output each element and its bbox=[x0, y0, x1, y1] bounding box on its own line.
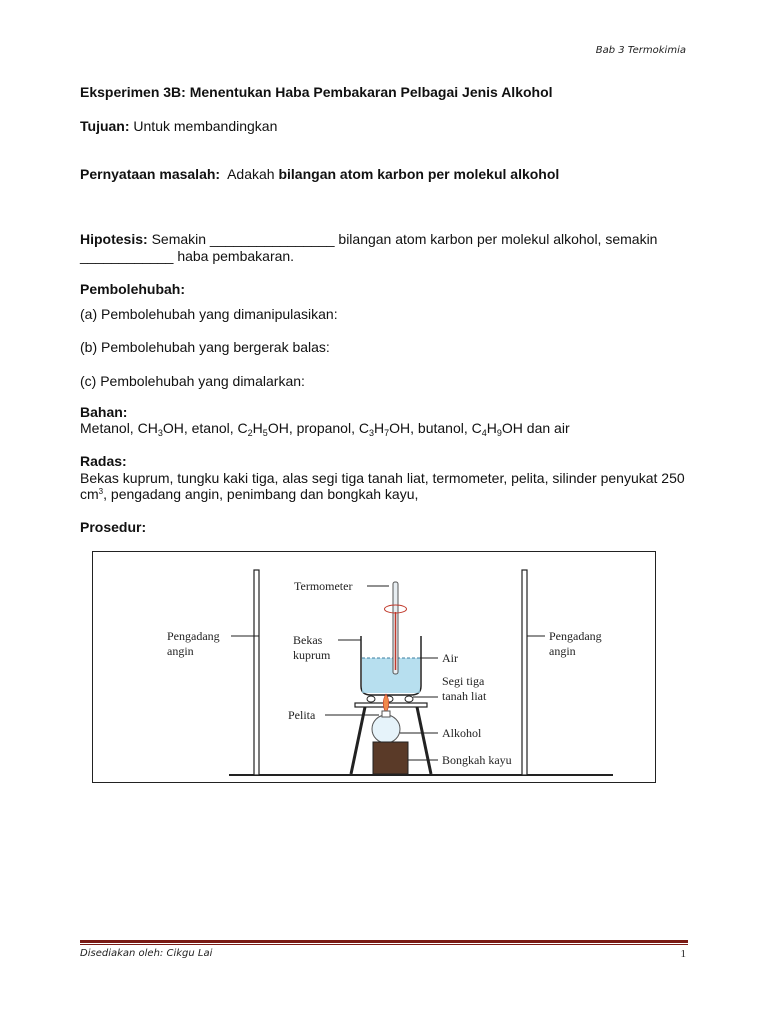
wooden-block bbox=[373, 742, 408, 774]
label-bekas-2: kuprum bbox=[293, 648, 331, 662]
label-pelita: Pelita bbox=[288, 708, 316, 722]
prosedur-label: Prosedur: bbox=[80, 519, 147, 535]
subscript: 9 bbox=[496, 428, 502, 438]
subscript: 7 bbox=[384, 428, 390, 438]
footer-rule-thin bbox=[80, 944, 688, 945]
pernyataan-label: Pernyataan masalah: bbox=[80, 166, 221, 182]
footer-rule-thick bbox=[80, 940, 688, 943]
experiment-title: Eksperimen 3B: Menentukan Haba Pembakaran Pelbagai Jenis Alkohol bbox=[80, 84, 553, 100]
tripod-top bbox=[355, 703, 427, 707]
chapter-header: Bab 3 Termokimia bbox=[595, 45, 686, 56]
hipotesis-line-1 bbox=[80, 231, 657, 248]
label-pengadang-left-2: angin bbox=[167, 644, 194, 658]
label-pengadang-right-2: angin bbox=[549, 644, 576, 658]
bahan-part: H bbox=[252, 420, 263, 436]
bahan-part: OH, etanol, C bbox=[162, 420, 248, 436]
subscript: 4 bbox=[481, 428, 487, 438]
radas-label: Radas: bbox=[80, 453, 127, 469]
hipotesis-label: Hipotesis: bbox=[80, 231, 148, 247]
water bbox=[362, 658, 420, 693]
label-segi-tiga-2: tanah liat bbox=[442, 689, 487, 703]
bahan-label: Bahan: bbox=[80, 404, 128, 420]
clay-triangle bbox=[405, 696, 413, 702]
footer-author: Disediakan oleh: Cikgu Lai bbox=[80, 948, 213, 959]
label-bongkah-kayu: Bongkah kayu bbox=[442, 753, 512, 767]
hipotesis-text-1: Semakin ________________ bilangan atom karbon per molekul alkohol, semakin bbox=[151, 231, 658, 247]
pembolehubah-item-a: (a) Pembolehubah yang dimanipulasikan: bbox=[80, 306, 338, 322]
label-air: Air bbox=[442, 651, 458, 665]
pernyataan-line bbox=[80, 166, 559, 183]
spirit-lamp bbox=[372, 715, 400, 743]
apparatus-diagram bbox=[92, 551, 656, 783]
superscript: 3 bbox=[98, 487, 104, 496]
radas-line-1: Bekas kuprum, tungku kaki tiga, alas segi tiga tanah liat, termometer, pelita, silinder penyukat 250 bbox=[80, 470, 685, 486]
subscript: 3 bbox=[368, 428, 374, 438]
tujuan-line bbox=[80, 118, 277, 135]
bahan-part: OH, propanol, C bbox=[267, 420, 369, 436]
radas-rest: , pengadang angin, penimbang dan bongkah kayu, bbox=[103, 486, 419, 502]
label-segi-tiga-1: Segi tiga bbox=[442, 674, 485, 688]
lamp-wick-holder bbox=[382, 711, 390, 717]
label-termometer: Termometer bbox=[294, 579, 353, 593]
bahan-part: H bbox=[374, 420, 385, 436]
wind-shield-right bbox=[522, 570, 527, 775]
tujuan-text: Untuk membandingkan bbox=[133, 118, 278, 134]
bahan-text bbox=[80, 420, 570, 439]
bahan-part: OH, butanol, C bbox=[389, 420, 482, 436]
label-bekas-1: Bekas bbox=[293, 633, 323, 647]
apparatus-svg bbox=[93, 552, 657, 784]
label-pengadang-right-1: Pengadang bbox=[549, 629, 602, 643]
pembolehubah-item-b: (b) Pembolehubah yang bergerak balas: bbox=[80, 339, 330, 355]
pernyataan-text-plain: Adakah bbox=[227, 166, 275, 182]
clay-triangle bbox=[367, 696, 375, 702]
bahan-part: H bbox=[486, 420, 497, 436]
radas-unit: cm bbox=[80, 486, 99, 502]
page-number: 1 bbox=[680, 948, 686, 960]
subscript: 3 bbox=[157, 428, 163, 438]
subscript: 2 bbox=[247, 428, 253, 438]
label-pengadang-left-1: Pengadang bbox=[167, 629, 220, 643]
tripod-leg bbox=[351, 707, 365, 774]
pembolehubah-item-c: (c) Pembolehubah yang dimalarkan: bbox=[80, 373, 305, 389]
tripod-leg bbox=[417, 707, 431, 774]
pernyataan-text-bold: bilangan atom karbon per molekul alkohol bbox=[278, 166, 560, 182]
wind-shield-left bbox=[254, 570, 259, 775]
radas-line-2 bbox=[80, 486, 418, 505]
hipotesis-line-2: ____________ haba pembakaran. bbox=[80, 248, 295, 264]
bahan-part: OH dan air bbox=[501, 420, 570, 436]
subscript: 5 bbox=[262, 428, 268, 438]
tujuan-label: Tujuan: bbox=[80, 118, 130, 134]
bahan-part: Metanol, CH bbox=[80, 420, 158, 436]
pembolehubah-label: Pembolehubah: bbox=[80, 281, 186, 297]
label-alkohol: Alkohol bbox=[442, 726, 482, 740]
